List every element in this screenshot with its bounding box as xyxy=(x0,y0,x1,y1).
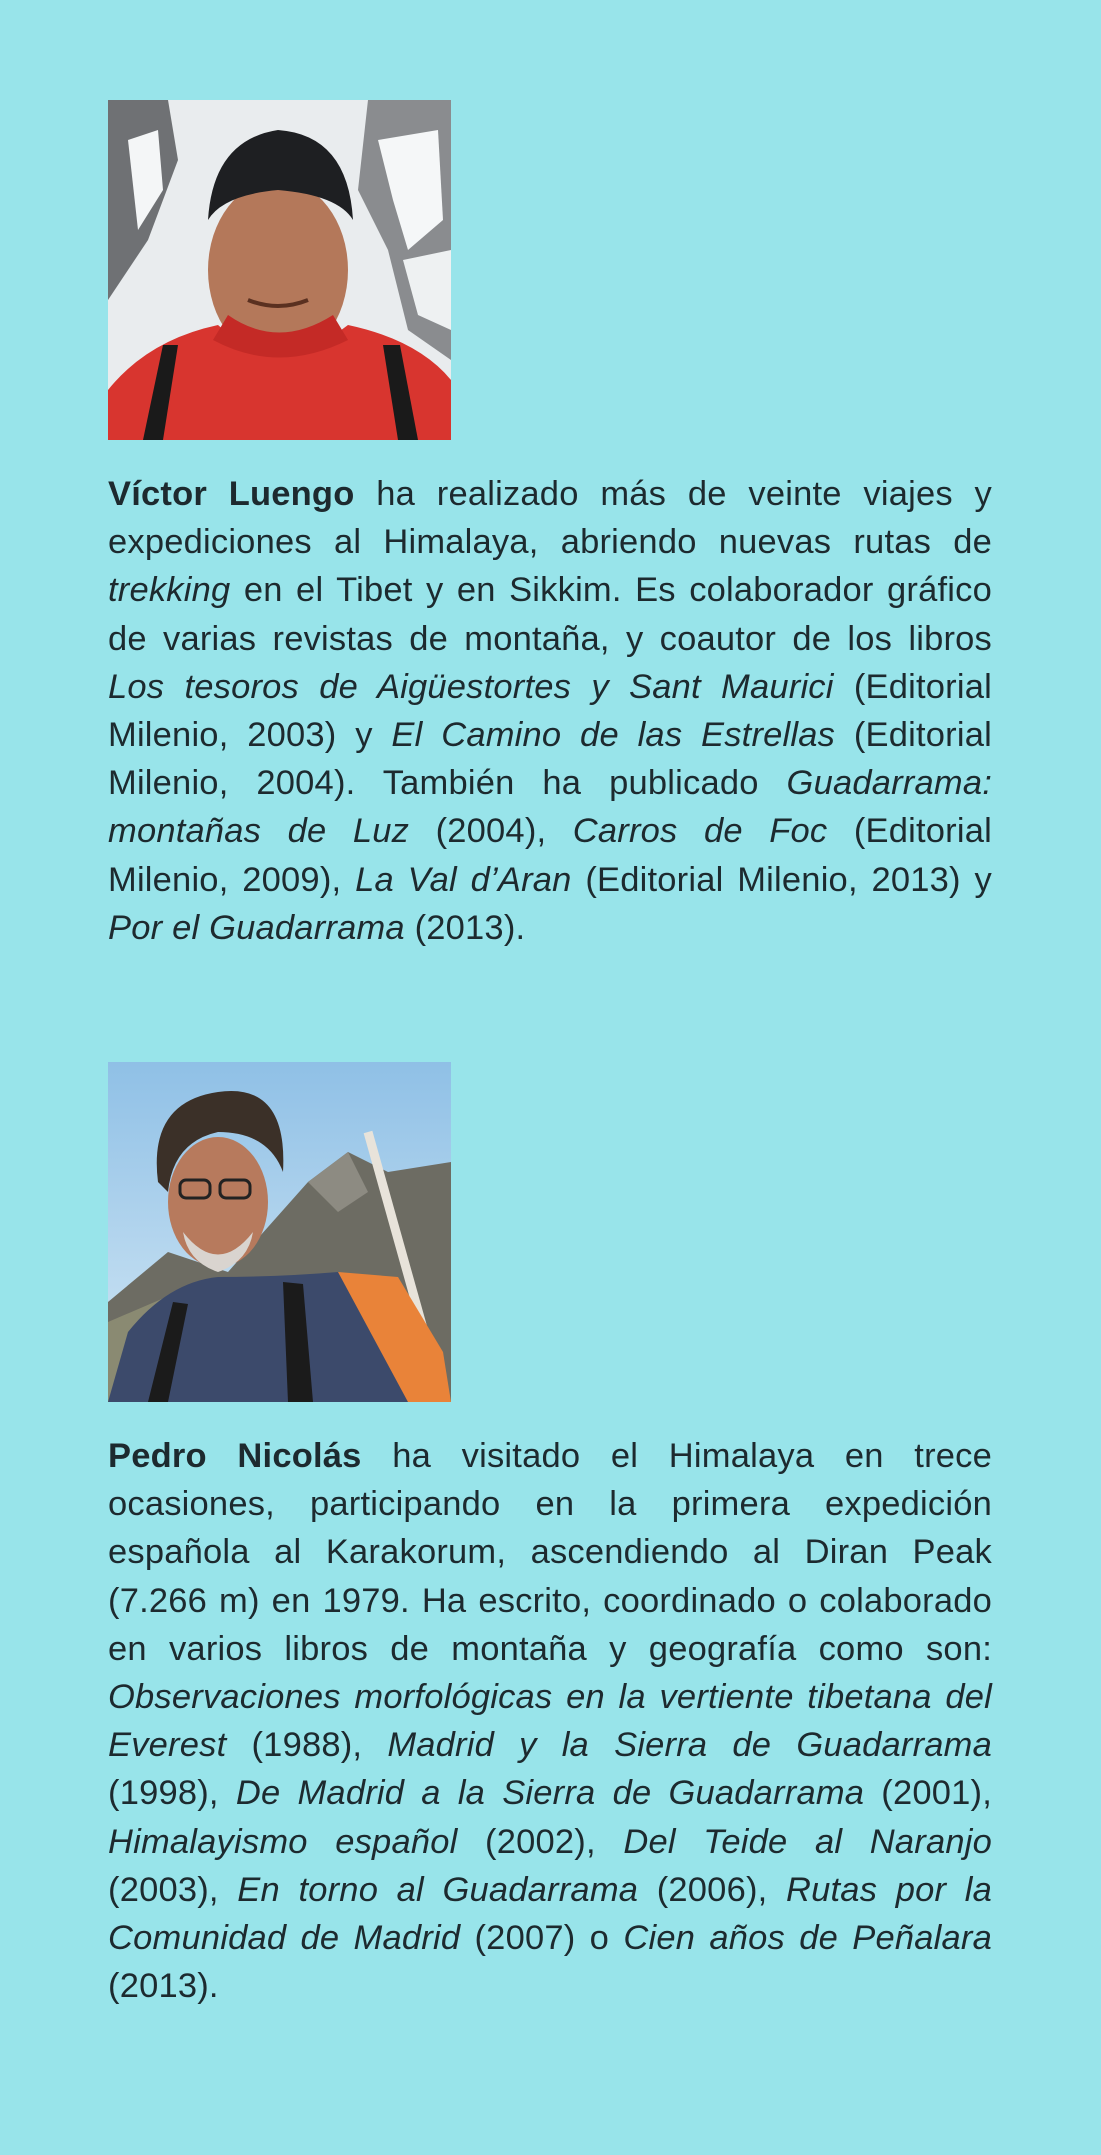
bio-segment: (2003), xyxy=(108,1870,238,1909)
bio-segment: ha visitado el Himalaya en trece ocasiones, participando en la primera expedición española al Karakorum, ascendiendo al Diran Peak (7.266 m) en 1979. Ha escrito, coordinado o colaborado en varios libros de montaña y geografía como son: xyxy=(108,1437,992,1668)
bio-segment: (Editorial Milenio, 2009), xyxy=(108,812,992,899)
book-title: Por el Guadarrama xyxy=(108,908,405,947)
book-title: De Madrid a la Sierra de Guadarrama xyxy=(235,1774,865,1813)
author-bio-victor-luengo xyxy=(108,470,992,952)
bio-segment: (2006), xyxy=(638,1870,787,1909)
author-name: Víctor Luengo xyxy=(108,475,355,513)
book-title: Madrid y la Sierra de Guadarrama xyxy=(387,1726,992,1765)
bio-segment: ha realizado más de veinte viajes y expediciones al Himalaya, abriendo nuevas rutas de xyxy=(108,475,992,562)
book-title: En torno al Guadarrama xyxy=(237,1870,639,1909)
author-name: Pedro Nicolás xyxy=(108,1437,362,1475)
author-photo-victor-luengo xyxy=(108,100,451,440)
bio-text xyxy=(108,1437,992,2005)
book-title: Rutas por la Comunidad de Madrid xyxy=(108,1870,992,1958)
book-title: Guadarrama: montañas de Luz xyxy=(108,764,992,851)
bio-text xyxy=(108,475,992,947)
bio-segment: (2007) o xyxy=(460,1919,624,1958)
bio-segment: (1988), xyxy=(226,1726,388,1765)
author-photo-pedro-nicolas xyxy=(108,1062,451,1402)
bio-segment: (Editorial Milenio, 2003) y xyxy=(108,667,992,755)
book-title: Cien años de Peñalara xyxy=(623,1919,992,1958)
bio-segment: (2013). xyxy=(404,908,526,947)
book-title: trekking xyxy=(108,571,231,610)
book-title: Los tesoros de Aigüestortes y Sant Maurici xyxy=(108,667,834,706)
book-title: Carros de Foc xyxy=(572,812,828,851)
book-title: Himalayismo español xyxy=(108,1822,458,1861)
bio-segment: (Editorial Milenio, 2004). También ha publicado xyxy=(108,716,992,803)
bio-segment: (2002), xyxy=(457,1822,624,1861)
book-title: Observaciones morfológicas en la vertiente tibetana del Everest xyxy=(108,1678,992,1765)
book-title: El Camino de las Estrellas xyxy=(391,716,836,755)
book-title: La Val d’Aran xyxy=(355,860,572,899)
bio-segment: (2013). xyxy=(108,1967,219,2006)
bio-segment: (Editorial Milenio, 2013) y xyxy=(571,860,992,899)
bio-segment: en el Tibet y en Sikkim. Es colaborador gráfico de varias revistas de montaña, y coautor de los libros xyxy=(108,571,992,658)
author-bio-pedro-nicolas xyxy=(108,1432,992,2010)
bio-segment: (2004), xyxy=(409,812,573,851)
bio-segment: (1998), xyxy=(108,1774,236,1813)
bio-segment: (2001), xyxy=(864,1774,993,1813)
book-title: Del Teide al Naranjo xyxy=(623,1822,992,1861)
